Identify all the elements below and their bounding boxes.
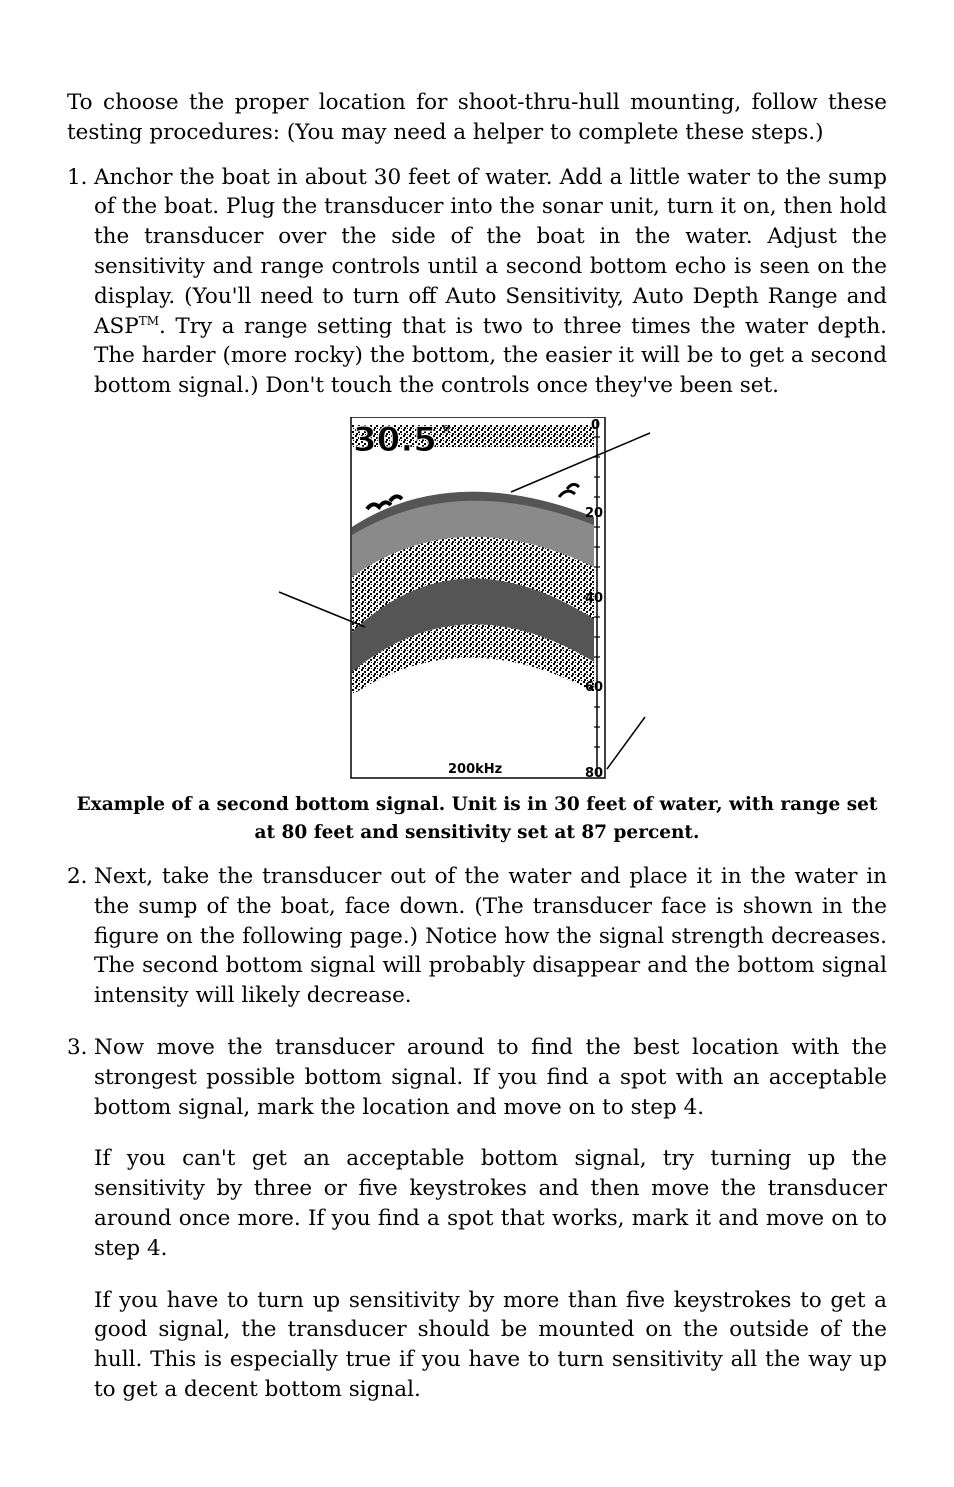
scale-label-0: 0 [591,417,601,433]
scale-label-20: 20 [585,505,604,521]
frequency-label: 200kHz [448,761,503,777]
scale-label-60: 60 [585,679,604,695]
step-3-paragraph: If you can't get an acceptable bottom signal, try turning up the sensitivity by three or five keystrokes and then move the transducer around once more. If you find a spot that works, mark it and move on to step 4. [94,1146,887,1261]
step-number: 2. [67,863,88,889]
trademark-mark: TM [138,313,160,328]
scale-label-80: 80 [585,765,604,781]
step-1 [67,163,887,401]
figure-caption: Example of a second bottom signal. Unit is in 30 feet of water, with range set at 80 feet and sensitivity set at 87 percent. [76,793,878,843]
callout-line-bottom [607,717,645,769]
step-text-cont: . Try a range setting that is two to three times the water depth. The harder (more rocky) the bottom, the easier it will be to get a second bottom signal.) Don't touch the controls once they've been set. [94,313,887,399]
depth-reading: 30.5 [353,419,437,460]
step-number: 1. [67,164,88,190]
sonar-figure [67,417,887,783]
step-3 [67,1033,887,1122]
document-page [67,88,887,1427]
step-text: Now move the transducer around to find the best location with the strongest possible bottom signal. If you find a spot with an acceptable bottom signal, mark the location and move on to step 4. [94,1034,887,1120]
step-number: 3. [67,1034,88,1060]
depth-unit: ft [443,422,451,436]
step-text: Anchor the boat in about 30 feet of water. Add a little water to the sump of the boat. Plug the transducer into the sonar unit, turn it on, then hold the transducer over the side of the boat in the water. Adjust the sensitivity and range controls until a second bottom echo is seen on the display. (You'll need to turn off Auto Sensitivity, Auto Depth Range and ASP [94,164,887,339]
intro-paragraph: To choose the proper location for shoot-thru-hull mounting, follow these testing procedures: (You may need a helper to complete these steps.) [67,90,887,145]
step-3-paragraph: If you have to turn up sensitivity by more than five keystrokes to get a good signal, the transducer should be mounted on the outside of the hull. This is especially true if you have to turn sensitivity all the way up to get a decent bottom signal. [94,1287,887,1402]
scale-label-40: 40 [585,590,604,606]
step-2 [67,862,887,1011]
sonar-screen-image [67,417,887,783]
step-text: Next, take the transducer out of the water and place it in the water in the sump of the boat, face down. (The transducer face is shown in the figure on the following page.) Notice how the signal strength decreases. The second bottom signal will probably disappear and the bottom signal intensity will likely decrease. [94,863,887,1009]
